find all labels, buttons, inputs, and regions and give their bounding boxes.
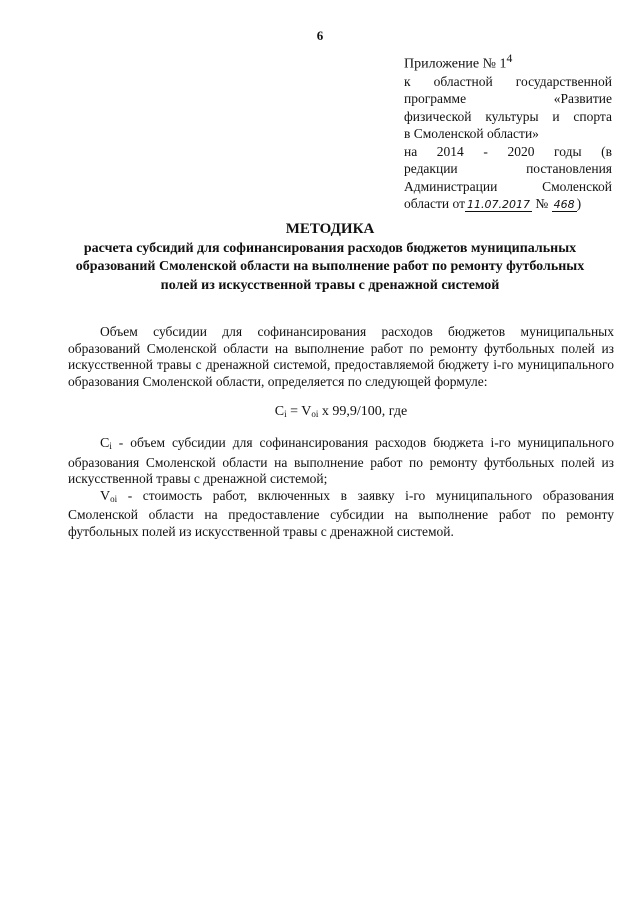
definition-voi <box>68 488 614 541</box>
annex-title <box>404 50 612 73</box>
handwritten-date: 11.07.2017 <box>466 197 530 211</box>
annex-title-text: Приложение № 1 <box>404 56 507 72</box>
annex-line: на 2014 - 2020 годы (в <box>404 143 612 159</box>
document-body <box>68 324 614 541</box>
formula-eq: = V <box>286 404 312 420</box>
formula-lhs-sub: i <box>284 409 287 420</box>
definition-ci <box>68 435 614 488</box>
annex-last-line <box>404 195 612 213</box>
definition-ci-symbol: C <box>100 435 110 451</box>
document-heading <box>60 220 600 295</box>
definition-voi-text: - стоимость работ, включенных в заявку i-го муниципального образования Смоленской области на предоставление субсидии на выполнение работ по ремонту футбольных полей из искусственной травы с дренажной системой. <box>68 487 614 539</box>
annex-closing: ) <box>576 195 582 211</box>
intro-paragraph: Объем субсидии для софинансирования расходов бюджетов муниципальных образований Смоленской области на выполнение работ по ремонту футбольных полей из искусственной травы с дренажной системой, предоставляемой бюджету i-го муниципального образования Смоленской области, определяется по следующей формуле: <box>68 324 614 389</box>
annex-line: Администрации Смоленской <box>404 178 612 194</box>
formula-rest: х 99,9/100, где <box>318 404 408 420</box>
annex-line: редакции постановления <box>404 161 612 177</box>
annex-last-line-prefix: области от <box>404 195 465 211</box>
formula-lhs: C <box>274 404 285 420</box>
definition-voi-sub: oi <box>110 493 118 504</box>
heading-main: МЕТОДИКА <box>285 221 375 237</box>
annex-line: программе «Развитие <box>404 91 612 107</box>
annex-title-superscript: 4 <box>506 52 513 65</box>
definition-ci-sub: i <box>109 440 112 451</box>
definition-ci-text: - объем субсидии для софинансирования расходов бюджета i-го муниципального образования Смоленской области на выполнение работ по ремонту футбольных полей из искусственной травы с дренажной системой; <box>68 434 614 487</box>
handwritten-number: 468 <box>553 197 575 211</box>
formula <box>68 404 614 423</box>
annex-line: к областной государственной <box>404 74 612 90</box>
page-number: 6 <box>316 28 324 43</box>
definition-voi-symbol: V <box>100 488 111 504</box>
annex-line: в Смоленской области» <box>404 126 539 142</box>
number-sign: № <box>535 195 549 211</box>
heading-subtitle: расчета субсидий для софинансирования расходов бюджетов муниципальных образований Смоленской области на выполнение работ по ремонту футбольных полей из искусственной травы с дренажной системой <box>75 240 585 293</box>
annex-header <box>404 50 612 213</box>
formula-rhs-sub: oi <box>311 409 319 420</box>
annex-line: физической культуры и спорта <box>404 108 612 124</box>
